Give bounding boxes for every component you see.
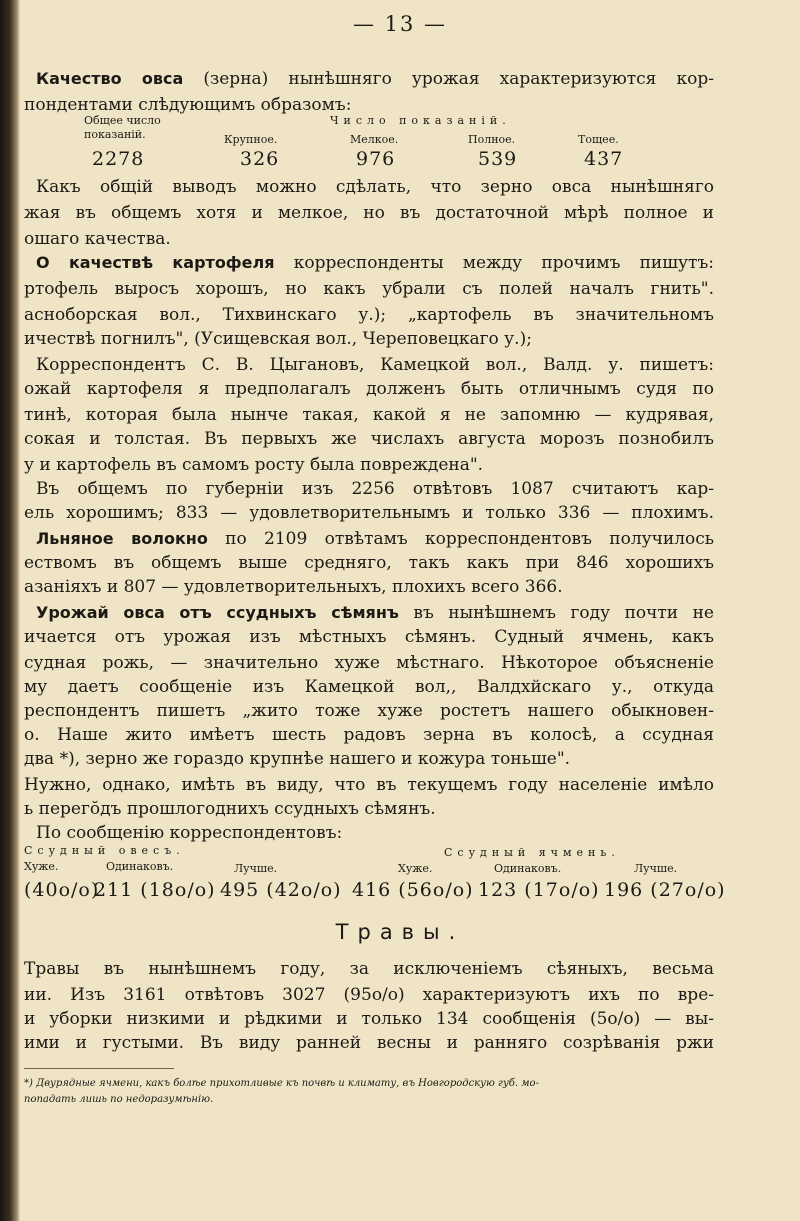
- loan-seeds-line-8: Нужно, однако, имѣть въ виду, что въ текущемъ году населеніе имѣло: [24, 775, 714, 795]
- loan-oats-value-better: 495 (42о/о): [220, 879, 342, 901]
- potato-line-10: Въ общемъ по губерніи изъ 2256 отвѣтовъ 1087 считаютъ кар-: [36, 479, 714, 499]
- table-value-full: 539: [478, 148, 518, 170]
- flax-heading: Льняное волокно: [36, 529, 208, 548]
- oats-quality-line-2: пондентами слѣдующимъ образомъ:: [24, 95, 352, 115]
- potato-line-4: ичествѣ погнилъ", (Усищевская вол., Череповецкаго у.);: [24, 329, 532, 349]
- oats-conclusion-line-3: ошаго качества.: [24, 229, 171, 249]
- loan-barley-value-worse: 416 (56о/о): [352, 879, 474, 901]
- grasses-line-3: и уборки низкими и рѣдкими и только 134 сообщенія (5о/о) — вы-: [24, 1009, 714, 1029]
- page-number: — 13 —: [352, 12, 448, 36]
- loan-seeds-line-10: По сообщенію корреспондентовъ:: [36, 823, 343, 843]
- table-value-small: 976: [356, 148, 396, 170]
- table-col-coarse: Крупное.: [224, 133, 278, 146]
- loan-barley-value-same: 123 (17о/о): [478, 879, 600, 901]
- flax-line-2: ествомъ въ общемъ выше средняго, такъ какъ при 846 хорошихъ: [24, 553, 714, 573]
- loan-seeds-line-3: судная рожь, — значительно хуже мѣстнаго. Нѣкоторое объясненіе: [24, 653, 714, 673]
- loan-oats-value-worse: (40о/о): [24, 879, 100, 901]
- loan-seeds-line-1: Урожай овса отъ ссудныхъ сѣмянъ въ нынѣшнемъ году почти не: [36, 603, 714, 623]
- loan-seeds-line-7: два *), зерно же гораздо крупнѣе нашего и кожура тоньше".: [24, 749, 571, 769]
- potato-heading: О качествѣ картофеля: [36, 253, 275, 272]
- loan-seeds-heading: Урожай овса отъ ссудныхъ сѣмянъ: [36, 603, 399, 622]
- potato-line-11: ель хорошимъ; 833 — удовлетворительнымъ и только 336 — плохимъ.: [24, 503, 714, 523]
- loan-barley-col-worse: Хуже.: [398, 862, 433, 875]
- table-value-coarse: 326: [240, 148, 280, 170]
- potato-line-6: ожай картофеля я предполагалъ долженъ быть отличнымъ судя по: [24, 379, 714, 399]
- table-col-lean: Тощее.: [578, 133, 619, 146]
- table-group-header: Число показаній.: [330, 114, 511, 127]
- table-value-lean: 437: [584, 148, 624, 170]
- grasses-line-1: Травы въ нынѣшнемъ году, за исключеніемъ сѣяныхъ, весьма: [24, 959, 714, 979]
- footnote-line-1: *) Двурядные ячмени, какъ болѣе прихотливые къ почвѣ и климату, въ Новгородскую губ. мо-: [24, 1078, 539, 1089]
- loan-seeds-line-5: респондентъ пишетъ „жито тоже хуже ростетъ нашего обыкновен-: [24, 701, 714, 721]
- loan-oats-col-better: Лучше.: [234, 862, 278, 875]
- potato-line-3: асноборская вол., Тихвинскаго у.); „картофель въ значительномъ: [24, 305, 714, 325]
- oats-quality-line-1: Качество овса (зерна) нынѣшняго урожая характеризуются кор-: [36, 69, 714, 89]
- grasses-line-2: ии. Изъ 3161 отвѣтовъ 3027 (95о/о) характеризуютъ ихъ по вре-: [24, 985, 714, 1005]
- potato-line-1: О качествѣ картофеля корреспонденты между прочимъ пишутъ:: [36, 253, 714, 273]
- table-header-total-1: Общее число: [84, 114, 161, 127]
- oats-quality-heading: Качество овса: [36, 69, 184, 88]
- potato-line-8: сокая и толстая. Въ первыхъ же числахъ августа морозъ познобилъ: [24, 429, 714, 449]
- potato-line-2: ртофель выросъ хорошъ, но какъ убрали съ полей началъ гнить".: [24, 279, 714, 299]
- loan-barley-col-better: Лучше.: [634, 862, 678, 875]
- footnote-line-2: попадать лишь по недоразумѣнію.: [24, 1094, 214, 1105]
- potato-line-9: у и картофель въ самомъ росту была повреждена".: [24, 455, 484, 475]
- potato-line-7: тинѣ, которая была нынче такая, какой я не запомню — кудрявая,: [24, 405, 714, 425]
- table-header-total-2: показаній.: [84, 128, 146, 141]
- footnote-rule: [24, 1068, 174, 1069]
- loan-oats-header: Ссудный овесъ.: [24, 844, 185, 857]
- oats-conclusion-line-1: Какъ общій выводъ можно сдѣлать, что зерно овса нынѣшняго: [36, 177, 714, 197]
- loan-oats-col-same: Одинаковъ.: [106, 860, 174, 873]
- loan-barley-header: Ссудный ячмень.: [444, 846, 620, 859]
- loan-oats-col-worse: Хуже.: [24, 860, 59, 873]
- loan-seeds-line-9: ь перего̆дъ прошлогоднихъ ссудныхъ сѣмянъ.: [24, 799, 436, 819]
- loan-barley-value-better: 196 (27о/о): [604, 879, 726, 901]
- flax-line-1: Льняное волокно по 2109 отвѣтамъ корреспондентовъ получилось: [36, 529, 714, 549]
- flax-line-3: азаніяхъ и 807 — удовлетворительныхъ, плохихъ всего 366.: [24, 577, 563, 597]
- loan-oats-value-same: 211 (18о/о): [94, 879, 216, 901]
- section-heading-grasses: Травы.: [335, 920, 465, 944]
- table-value-total: 2278: [92, 148, 145, 170]
- grasses-line-4: ими и густыми. Въ виду ранней весны и ранняго созрѣванія ржи: [24, 1033, 714, 1053]
- loan-seeds-line-2: ичается отъ урожая изъ мѣстныхъ сѣмянъ. Судный ячмень, какъ: [24, 627, 714, 647]
- loan-seeds-line-6: о. Наше жито имѣетъ шесть радовъ зерна въ колосѣ, а ссудная: [24, 725, 714, 745]
- loan-seeds-line-4: му даетъ сообщеніе изъ Камецкой вол,, Валдхйскаго у., откуда: [24, 677, 714, 697]
- potato-line-5: Корреспондентъ С. В. Цыгановъ, Камецкой вол., Валд. у. пишетъ:: [36, 355, 714, 375]
- table-col-small: Мелкое.: [350, 133, 399, 146]
- loan-barley-col-same: Одинаковъ.: [494, 862, 562, 875]
- table-col-full: Полное.: [468, 133, 516, 146]
- oats-conclusion-line-2: жая въ общемъ хотя и мелкое, но въ достаточной мѣрѣ полное и: [24, 203, 714, 223]
- book-spine-shadow: [0, 0, 20, 1221]
